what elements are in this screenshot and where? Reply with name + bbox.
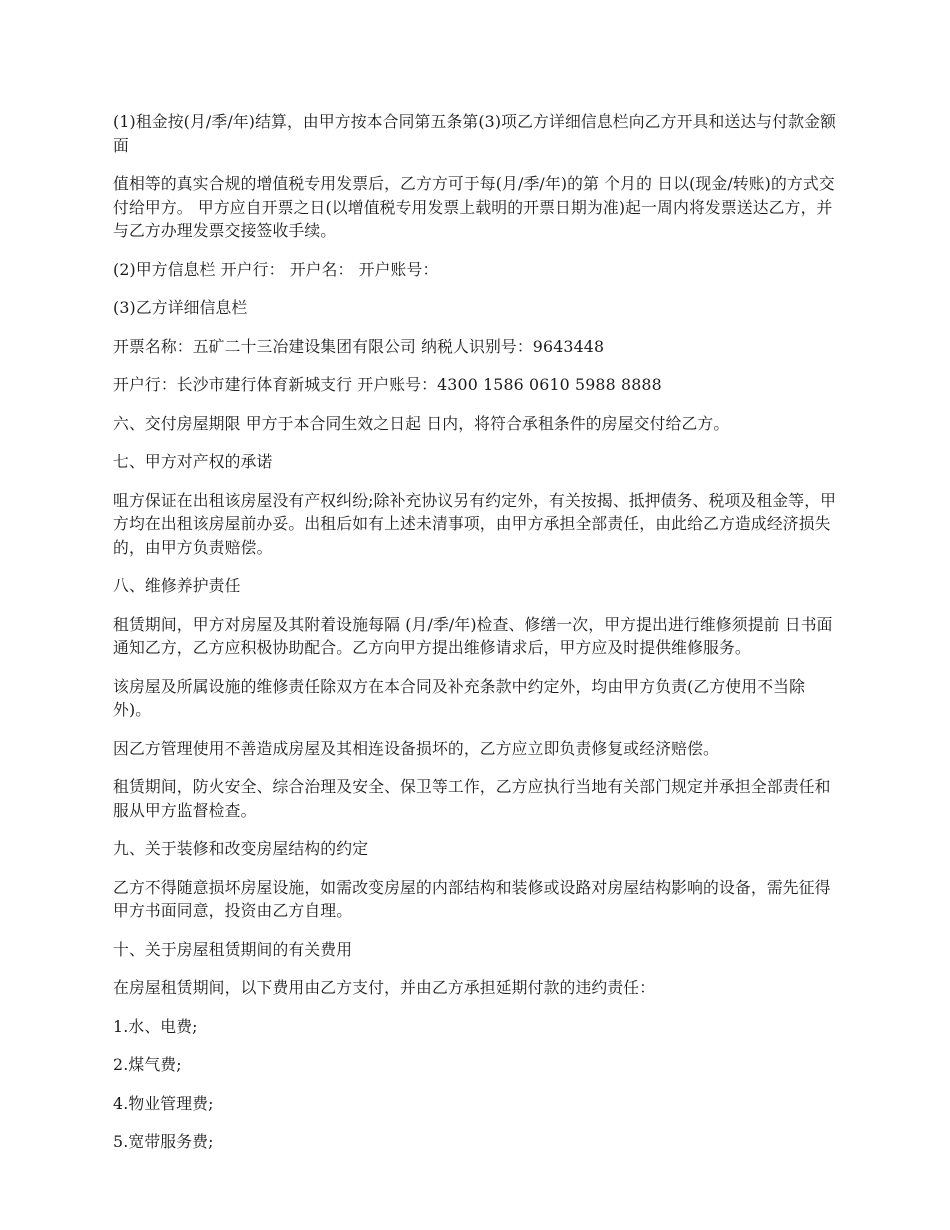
section-heading-maintenance: 八、维修养护责任	[113, 576, 241, 595]
paragraph-rent-settlement: (1)租金按(月/季/年)结算，由甲方按本合同第五条第(3)项乙方详细信息栏向乙方开具和送达与付款金额面	[113, 112, 837, 155]
section-heading-delivery-period: 六、交付房屋期限 甲方于本合同生效之日起 日内，将符合承租条件的房屋交付给乙方。	[113, 413, 730, 433]
paragraph-maintenance-inspection: 租赁期间，甲方对房屋及其附着设施每隔 (月/季/年)检查、修缮一次，甲方提出进行维修须提前 日书面通知乙方，乙方应积极协助配合。乙方向甲方提出维修请求后，甲方应及时提供维修服务。	[113, 614, 833, 657]
paragraph-fees-intro: 在房屋租赁期间，以下费用由乙方支付，并由乙方承担延期付款的违约责任：	[113, 978, 656, 997]
list-item-fee-gas: 2.煤气费;	[113, 1055, 182, 1074]
section-heading-property-commitment: 七、甲方对产权的承诺	[113, 452, 273, 471]
paragraph-party-a-info: (2)甲方信息栏 开户行： 开户名： 开户账号：	[113, 259, 439, 279]
paragraph-party-b-info-heading: (3)乙方详细信息栏	[113, 298, 248, 317]
paragraph-invoice-payment: 值相等的真实合规的增值税专用发票后，乙方方可于每(月/季/年)的第 个月的 日以(现金/转账)的方式交付给甲方。 甲方应自开票之日(以增值税专用发票上载明的开票日期为准)起一周内将发票送达乙方，并与乙方办理发票交接签收手续。	[113, 174, 835, 240]
paragraph-damage-compensation: 因乙方管理使用不善造成房屋及其相连设备损坏的，乙方应立即负责修复或经济赔偿。	[113, 738, 719, 758]
paragraph-renovation-rules: 乙方不得随意损坏房屋设施，如需改变房屋的内部结构和装修或设路对房屋结构影响的设备，需先征得甲方书面同意，投资由乙方自理。	[113, 877, 831, 920]
paragraph-bank-account: 开户行：长沙市建行体育新城支行 开户账号：4300 1586 0610 5988 8888	[113, 375, 662, 394]
paragraph-fire-safety: 租赁期间，防火安全、综合治理及安全、保卫等工作，乙方应执行当地有关部门规定并承担全部责任和服从甲方监督检查。	[113, 777, 831, 820]
paragraph-maintenance-responsibility: 该房屋及所属设施的维修责任除双方在本合同及补充条款中约定外，均由甲方负责(乙方使用不当除外)。	[113, 676, 806, 719]
list-item-fee-property-management: 4.物业管理费;	[113, 1093, 214, 1113]
section-heading-fees: 十、关于房屋租赁期间的有关费用	[113, 939, 353, 959]
paragraph-invoice-name: 开票名称：五矿二十三冶建设集团有限公司 纳税人识别号：9643448	[113, 336, 605, 356]
list-item-fee-water-electric: 1.水、电费;	[113, 1016, 198, 1036]
list-item-fee-broadband: 5.宽带服务费;	[113, 1132, 214, 1151]
section-heading-renovation: 九、关于装修和改变房屋结构的约定	[113, 839, 369, 858]
paragraph-property-guarantee: 咀方保证在出租该房屋没有产权纠纷;除补充协议另有约定外，有关按揭、抵押债务、税项及租金等，甲方均在出租该房屋前办妥。出租后如有上述未清事项，由甲方承担全部责任，由此给乙方造成经济损失的，由甲方负责赔偿。	[113, 490, 837, 557]
